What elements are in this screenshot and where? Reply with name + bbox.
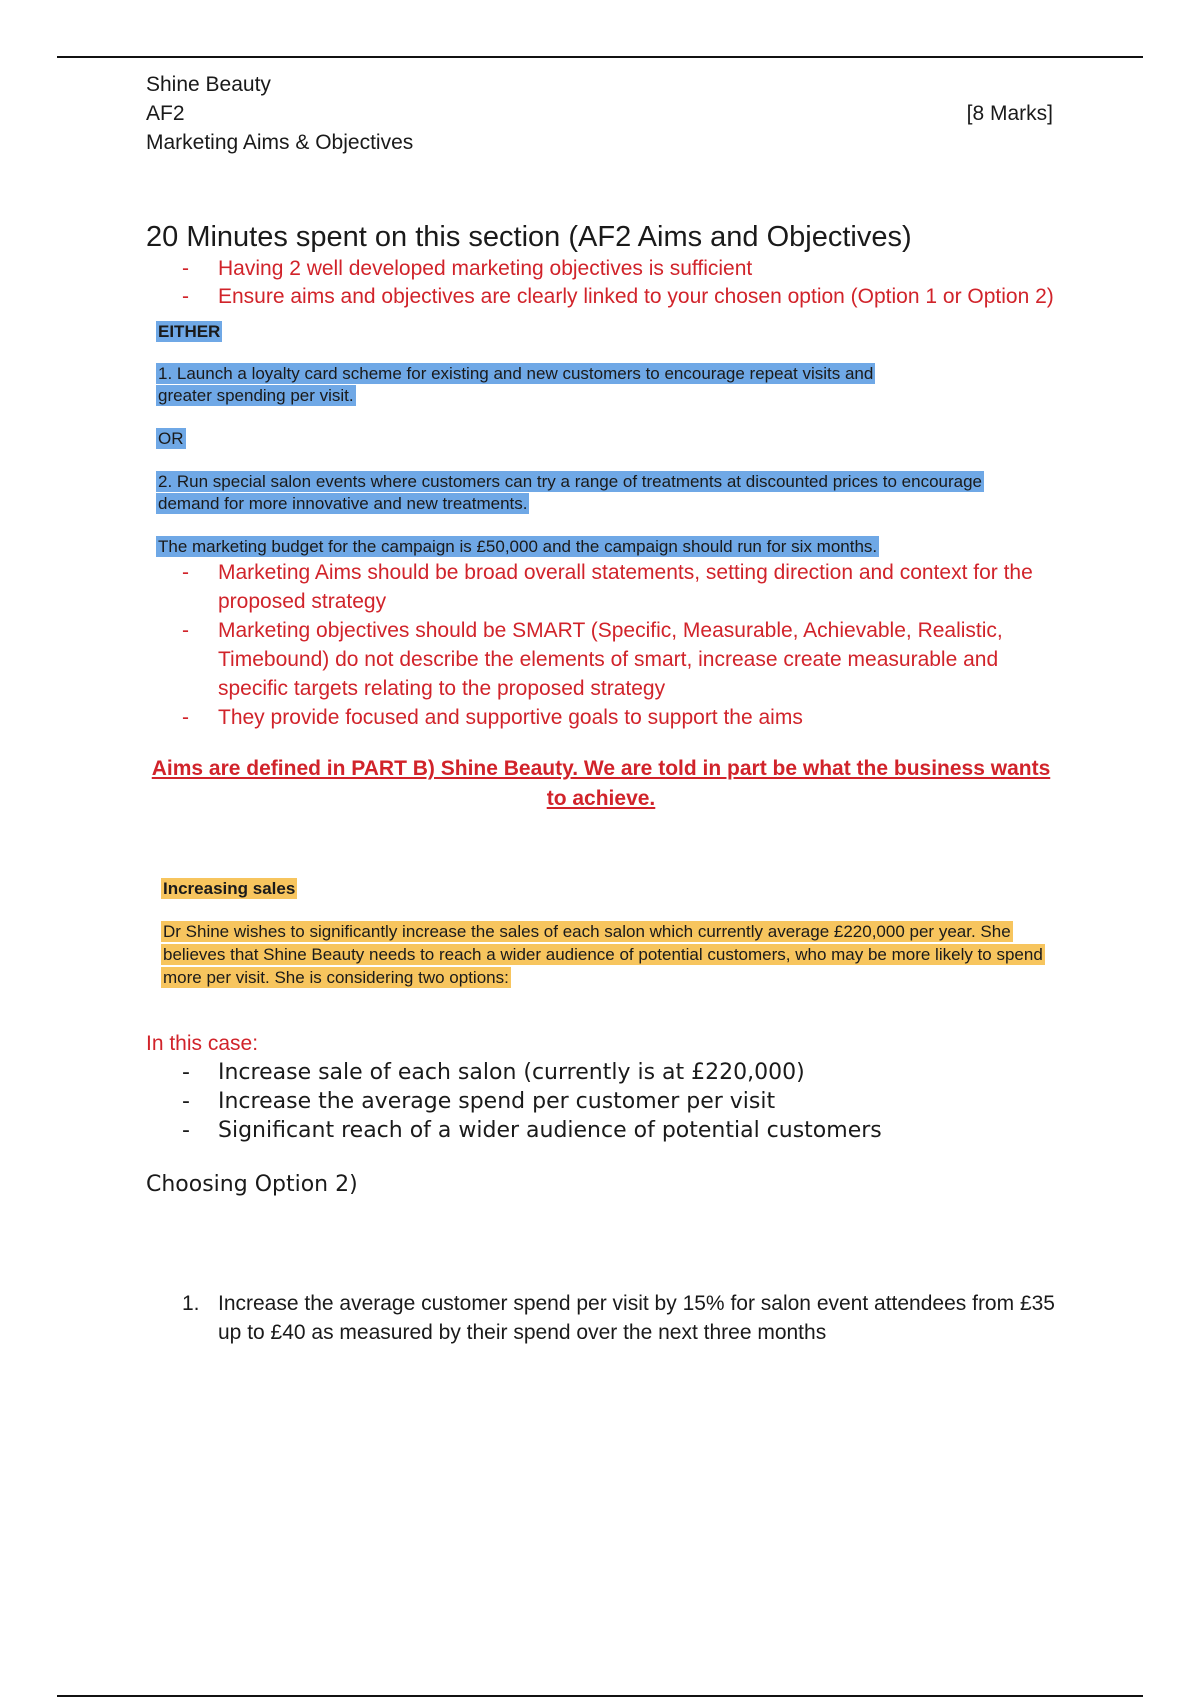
objectives-list <box>146 1289 1056 1347</box>
option-2: 2. Run special salon events where customers can try a range of treatments at discounted prices to encourage demand for more innovative and new treatments. <box>158 472 983 513</box>
case-point: - Significant reach of a wider audience of potential customers <box>146 1116 1056 1145</box>
option-1: 1. Launch a loyalty card scheme for existing and new customers to encourage repeat visits and greater spending per visit. <box>158 364 874 405</box>
choosing-option-label: Choosing Option 2) <box>146 1172 358 1197</box>
aims-statement: Aims are defined in PART B) Shine Beauty. We are told in part be what the business wants to achieve. <box>151 757 1051 810</box>
unit-code: AF2 <box>146 102 185 125</box>
guidance-list-1 <box>146 255 1056 311</box>
budget-note: The marketing budget for the campaign is £50,000 and the campaign should run for six months. <box>158 537 878 556</box>
document-page <box>146 70 1056 1347</box>
or-label: OR <box>158 429 184 448</box>
bottom-rule <box>57 1695 1143 1697</box>
company-name: Shine Beauty <box>146 73 271 96</box>
objective-text: Increase the average customer spend per visit by 15% for salon event attendees from £35 up to £40 as measured by their spend over the next three months <box>218 1292 1055 1344</box>
marks-label: [8 Marks] <box>966 102 1053 125</box>
top-rule <box>57 56 1143 58</box>
guidance-item: - Having 2 well developed marketing objectives is sufficient <box>146 255 1056 283</box>
case-point: - Increase the average spend per customer per visit <box>146 1087 1056 1116</box>
guidance-item: - Ensure aims and objectives are clearly linked to your chosen option (Option 1 or Option 2) <box>146 283 1056 311</box>
guidance-item: - Marketing Aims should be broad overall statements, setting direction and context for the proposed strategy <box>146 558 1056 616</box>
in-this-case-label: In this case: <box>146 1032 259 1055</box>
case-points-list <box>146 1058 1056 1145</box>
case-point: - Increase sale of each salon (currently is at £220,000) <box>146 1058 1056 1087</box>
guidance-list-2 <box>146 558 1056 732</box>
document-header <box>146 70 1056 157</box>
case-title: Increasing sales <box>163 879 296 898</box>
topic-title: Marketing Aims & Objectives <box>146 131 414 154</box>
guidance-item: - Marketing objectives should be SMART (Specific, Measurable, Achievable, Realistic, Timebound) do not describe the elements of smart, increase create measurable and specific targets relating to the proposed strategy <box>146 616 1056 703</box>
case-body: Dr Shine wishes to significantly increase the sales of each salon which currently average £220,000 per year. She believes that Shine Beauty needs to reach a wider audience of potential customers, who may be more likely to spend more per visit. She is considering two options: <box>163 922 1043 987</box>
either-label: EITHER <box>158 322 221 341</box>
section-title: 20 Minutes spent on this section (AF2 Aims and Objectives) <box>146 221 912 253</box>
objective-number: 1. <box>182 1292 200 1315</box>
guidance-item: - They provide focused and supportive goals to support the aims <box>146 703 1056 732</box>
objective-item <box>146 1289 1056 1347</box>
